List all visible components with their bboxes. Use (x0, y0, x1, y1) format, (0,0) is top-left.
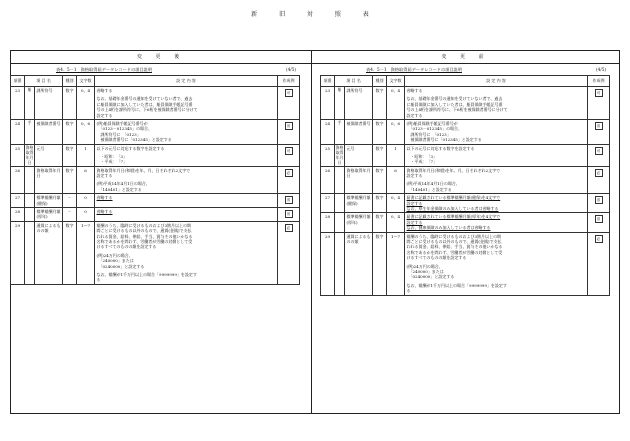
char-count: 0，4 (387, 87, 405, 120)
setting-content (95, 166, 278, 194)
column-header: 種別 (373, 76, 387, 87)
content-line: 以下の元号に対応する数字を設定する (406, 145, 475, 151)
item-number: 26 (11, 166, 25, 194)
content-line: なお、基礎年金番号の通知を受けていない者で、過去 (406, 96, 503, 102)
center-divider (311, 51, 312, 413)
item-type: 数字 (63, 166, 77, 194)
before-change-header: 変 更 前 (312, 51, 619, 64)
item-name: 課所符号 (345, 87, 373, 120)
char-count: 1 (77, 144, 95, 166)
char-count: 0 (77, 208, 95, 222)
char-count: 0，4 (387, 194, 405, 213)
content-line: に船員保険に加入していた者は、船員保険手帳記号番 (96, 101, 193, 107)
content-line: 報酬のうち、臨時に受けるものおよび3箇月以上の期 (96, 222, 192, 228)
content-line: なお、厚生年金保険のみ加入している者は省略する (406, 206, 499, 212)
item-name: 資格取得年月日 (345, 166, 373, 194)
setting-content (95, 119, 278, 144)
content-line: 省略する (96, 209, 113, 215)
item-table-after (10, 75, 300, 285)
item-name: 元号 (35, 144, 63, 166)
item-name: 標準報酬月額(厚年) (345, 213, 373, 232)
group-label: 資格取得年月日 (335, 144, 344, 165)
table-row (11, 194, 300, 208)
table-caption-row (10, 64, 300, 75)
item-number: 25 (321, 144, 335, 166)
example-mark: 省 (595, 196, 603, 204)
content-line: 資格取得年月日(和暦)を年、月、日それぞれ2文字で (96, 167, 191, 173)
item-type: 数字 (373, 166, 387, 194)
column-header: 作成例 (588, 76, 610, 87)
content-line: (例)平成14年4月1日の場合、 (406, 181, 460, 187)
example-cell (278, 221, 300, 284)
table-row (11, 208, 300, 222)
content-line: (例)平成14年4月1日の場合、 (96, 181, 150, 187)
table-row (321, 166, 610, 194)
item-name: 通貨によるものの額 (345, 232, 373, 295)
char-count: 1 (387, 144, 405, 166)
example-mark: 必 (285, 224, 293, 232)
table-row (321, 144, 610, 166)
example-cell (278, 144, 300, 166)
page-number: (4/5) (595, 67, 606, 72)
before-change-panel (320, 64, 610, 296)
item-type: － (63, 194, 77, 208)
group-label (25, 221, 35, 284)
item-name: 被保険者番号 (35, 119, 63, 144)
char-count: 1～7 (77, 221, 95, 284)
table-row (321, 194, 610, 213)
item-type: 数字 (373, 144, 387, 166)
char-count: 1～7 (387, 232, 405, 295)
item-type: 数字 (63, 144, 77, 166)
content-line: なお、健康保険のみ加入している者は省略する (406, 225, 491, 231)
table-row (321, 232, 610, 295)
content-line: (例)船員保険手帳記号番号が (406, 120, 458, 126)
group-label: 船 (335, 87, 345, 120)
setting-content (405, 119, 588, 144)
table-row (11, 87, 300, 120)
after-change-header: 変 更 後 (11, 51, 312, 64)
table-row (11, 166, 300, 194)
setting-content (405, 213, 588, 232)
item-name: 標準報酬月額(厚年) (35, 208, 63, 222)
item-name: 被保険者番号 (345, 119, 373, 144)
setting-content (405, 232, 588, 295)
content-line: 号の上4桁を課所符号に、下6桁を被保険者番号に分けて (96, 107, 198, 113)
content-line: 届書に記載されている標準報酬月額(健保)を4文字で (406, 195, 501, 201)
setting-content (95, 87, 278, 120)
column-header: 作成例 (278, 76, 300, 87)
content-line: われる賃金、給料、俸給、手当、賞与その他いかなる (96, 233, 193, 239)
content-line: 課所符号に 「0123」 (96, 131, 141, 137)
setting-content (95, 221, 278, 284)
item-name: 標準報酬月額(健保) (345, 194, 373, 213)
content-line: 間ごとに受けるもの以外のもので、通貨(金銭)で支払 (96, 228, 192, 234)
char-count: 6 (387, 166, 405, 194)
item-number: 24 (11, 119, 25, 144)
content-line: 間ごとに受けるもの以外のもので、通貨(金銭)で支払 (406, 238, 502, 244)
example-cell (278, 166, 300, 194)
example-mark: 省 (285, 122, 293, 130)
item-number: 24 (321, 119, 335, 144)
content-line: 「240000」または (406, 268, 444, 274)
item-number: 23 (11, 87, 25, 120)
content-line: 「0240000」と設定する (406, 274, 455, 280)
setting-content (405, 144, 588, 166)
group-label (335, 232, 345, 295)
example-mark: 省 (285, 196, 293, 204)
column-header: 種別 (63, 76, 77, 87)
group-label (335, 213, 345, 232)
group-label: 手 (335, 119, 345, 144)
group-label (25, 208, 35, 222)
table-row (11, 144, 300, 166)
example-mark: 省 (595, 122, 603, 130)
example-cell (588, 119, 610, 144)
content-line: なお、報酬が1千万円以上の場合「9999999」を設定す (96, 271, 197, 277)
example-mark: 省 (595, 215, 603, 223)
group-label: 船 (25, 87, 35, 120)
item-number: 27 (321, 194, 335, 213)
table-caption-row (320, 64, 610, 75)
item-name: 課所符号 (35, 87, 63, 120)
content-line: 「0123－012345」の場合、 (96, 126, 152, 132)
item-type: 数字 (373, 232, 387, 295)
example-cell (278, 208, 300, 222)
example-mark: 可 (285, 89, 293, 97)
table-row (11, 221, 300, 284)
setting-content (405, 166, 588, 194)
example-cell (588, 144, 610, 166)
content-line: 設定する (406, 219, 423, 225)
column-header: 項番 (11, 76, 25, 87)
item-type: 数字 (373, 119, 387, 144)
content-line: る (406, 288, 411, 294)
item-type: 数字 (63, 87, 77, 120)
content-line: 資格取得年月日(和暦)を年、月、日それぞれ2文字で (406, 167, 501, 173)
content-line: 「0123－012345」の場合、 (406, 126, 462, 132)
column-header: 項 目 名 (335, 76, 373, 87)
content-line: (例)船員保険手帳記号番号が (96, 120, 148, 126)
item-number: 27 (11, 194, 25, 208)
example-cell (588, 213, 610, 232)
after-change-panel (10, 64, 300, 285)
content-line: 「140401」と設定する (406, 186, 452, 192)
column-header: 項 目 名 (25, 76, 63, 87)
item-type: 数字 (373, 194, 387, 213)
item-number: 28 (321, 213, 335, 232)
setting-content (95, 144, 278, 166)
content-line: 名称であるかを問わず、労働者が労働の対償として受 (406, 249, 503, 255)
item-number: 29 (321, 232, 335, 295)
example-cell (588, 87, 610, 120)
content-line: 被保険者番号に「012345」と設定する (406, 137, 482, 143)
content-line: (例)24万円の場合、 (96, 252, 133, 258)
table-header-row (321, 76, 610, 87)
setting-content (95, 208, 278, 222)
page-title: 新 旧 対 照 表 (251, 11, 379, 18)
table-caption: 表4．5－1 資格取得届データレコードの項目説明 (366, 67, 462, 72)
char-count: 0 (77, 194, 95, 208)
item-name: 元号 (345, 144, 373, 166)
item-type: 数字 (63, 119, 77, 144)
table-row (321, 87, 610, 120)
example-cell (278, 194, 300, 208)
char-count: 0，4 (77, 87, 95, 120)
table-caption: 表4．5－1 資格取得届データレコードの項目説明 (56, 67, 152, 72)
example-cell (588, 166, 610, 194)
column-header: 項番 (321, 76, 335, 87)
example-cell (278, 87, 300, 120)
group-label (25, 194, 35, 208)
item-type: 数字 (373, 87, 387, 120)
content-line: 名称であるかを問わず、労働者が労働の対償として受 (96, 238, 193, 244)
column-header: 文字数 (387, 76, 405, 87)
content-line: る (96, 277, 101, 283)
setting-content (95, 194, 278, 208)
example-cell (588, 232, 610, 295)
item-table-before (320, 75, 610, 296)
table-row (321, 119, 610, 144)
item-number: 29 (11, 221, 25, 284)
group-label: 資格取得年月日 (25, 144, 34, 165)
content-line: (例)24万円の場合、 (406, 263, 443, 269)
column-header: 設 定 内 容 (405, 76, 588, 87)
group-label (335, 194, 345, 213)
content-line: 「140401」と設定する (96, 186, 142, 192)
content-line: 課所符号に 「0123」 (406, 131, 451, 137)
content-line: 省略する (96, 195, 113, 201)
column-header: 文字数 (77, 76, 95, 87)
table-row (321, 213, 610, 232)
item-type: 数字 (373, 213, 387, 232)
example-mark: 必 (285, 169, 293, 177)
item-number: 25 (11, 144, 25, 166)
content-line: ・平成：「7」 (406, 159, 438, 165)
content-line: 被保険者番号に「012345」と設定する (96, 137, 172, 143)
group-label (25, 166, 35, 194)
item-name: 資格取得年月日 (35, 166, 63, 194)
char-count: 0，6 (77, 119, 95, 144)
content-line: 号の上4桁を課所符号に、下6桁を被保険者番号に分けて (406, 107, 508, 113)
item-number: 23 (321, 87, 335, 120)
example-mark: 可 (285, 147, 293, 155)
setting-content (405, 194, 588, 213)
table-header-row (11, 76, 300, 87)
example-mark: 省 (285, 210, 293, 218)
content-line: 省略する (96, 88, 113, 93)
setting-content (405, 87, 588, 120)
group-label: 手 (25, 119, 35, 144)
content-line: 「240000」または (96, 258, 134, 264)
content-line: 「0240000」と設定する (96, 263, 145, 269)
example-mark: 必 (595, 169, 603, 177)
content-line: 設定する (406, 200, 423, 206)
item-name: 通貨によるものの額 (35, 221, 63, 284)
content-line: なお、報酬が1千万円以上の場合「9999999」を設定す (406, 282, 507, 288)
example-mark: 可 (595, 147, 603, 155)
content-line: けるすべてのものの額を設定する (96, 244, 157, 250)
content-line: 設定する (406, 112, 423, 118)
char-count: 6 (77, 166, 95, 194)
content-line: ・昭和：「3」 (96, 153, 128, 159)
item-number: 28 (11, 208, 25, 222)
table-row (11, 119, 300, 144)
content-line: なお、基礎年金番号の通知を受けていない者で、過去 (96, 96, 193, 102)
content-line: 設定する (406, 173, 423, 179)
item-number: 26 (321, 166, 335, 194)
content-line: に船員保険に加入していた者は、船員保険手帳記号番 (406, 101, 503, 107)
content-line: ・平成：「7」 (96, 159, 128, 165)
content-line: ・昭和：「3」 (406, 153, 438, 159)
content-line: 報酬のうち、臨時に受けるものおよび3箇月以上の期 (406, 233, 502, 239)
content-line: 設定する (96, 173, 113, 179)
content-line: 以下の元号に対応する数字を設定する (96, 145, 165, 151)
item-type: － (63, 208, 77, 222)
page-number: (4/5) (285, 67, 296, 72)
column-header: 設 定 内 容 (95, 76, 278, 87)
example-cell (278, 119, 300, 144)
content-line: 届書に記載されている標準報酬月額(厚年)を4文字で (406, 214, 501, 220)
example-cell (588, 194, 610, 213)
item-type: 数字 (63, 221, 77, 284)
content-line: 設定する (96, 112, 113, 118)
item-name: 標準報酬月額(健保) (35, 194, 63, 208)
content-line: われる賃金、給料、俸給、手当、賞与その他いかなる (406, 244, 503, 250)
example-mark: 必 (595, 235, 603, 243)
group-label (335, 166, 345, 194)
char-count: 0，6 (387, 119, 405, 144)
example-mark: 可 (595, 89, 603, 97)
content-line: 省略する (406, 88, 423, 93)
content-line: けるすべてのものの額を設定する (406, 255, 467, 261)
char-count: 0，4 (387, 213, 405, 232)
